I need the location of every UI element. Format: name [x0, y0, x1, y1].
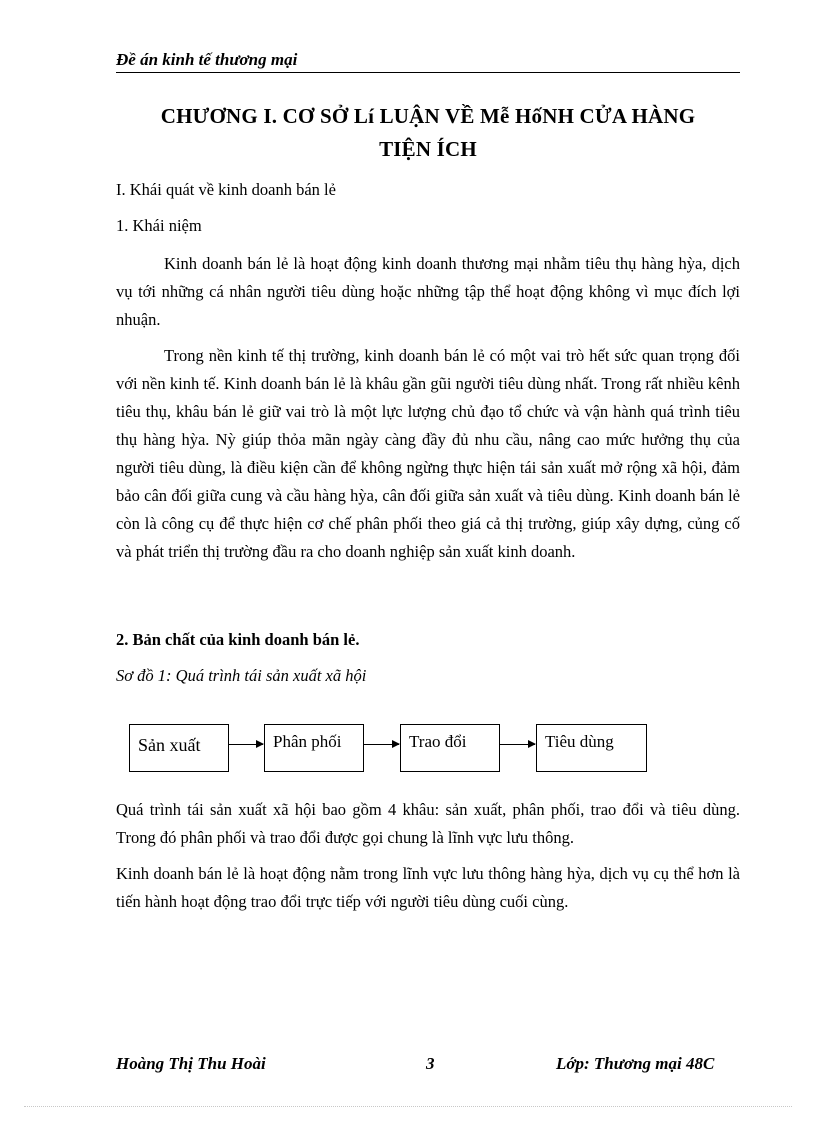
diagram-box-exchange: Trao đổi — [400, 724, 500, 772]
diagram-arrow — [364, 744, 399, 745]
subsection-heading: 1. Khái niệm — [116, 216, 202, 235]
diagram-arrow — [500, 744, 535, 745]
footer-class: Lớp: Thương mại 48C — [556, 1054, 715, 1073]
chapter-title-line-2: TIỆN ÍCH — [379, 137, 477, 161]
page-bottom-border — [24, 1106, 792, 1107]
paragraph-retail-nature: Kinh doanh bán lẻ là hoạt động nằm trong lĩnh vực lưu thông hàng hỳa, dịch vụ cụ thể hơn là tiến hành hoạt động trao đổi trực tiếp với người tiêu dùng cuối cùng. — [116, 864, 740, 911]
chapter-title-line-1: CHƯƠNG I. CƠ SỞ Lí LUẬN VỀ Mễ HốNH CỬA HÀNG — [160, 104, 696, 128]
page-header: Đề án kinh tế thương mại — [116, 48, 740, 73]
section-heading: I. Khái quát về kinh doanh bán lẻ — [116, 180, 336, 199]
chapter-title — [116, 100, 740, 166]
paragraph-role: Trong nền kinh tế thị trường, kinh doanh bán lẻ có một vai trò hết sức quan trọng đối với nền kinh tế. Kinh doanh bán lẻ là khâu gần gũi người tiêu dùng nhất. Trong rất nhiều kênh tiêu thụ, khâu bán lẻ giữ vai trò là một lực lượng chủ đạo tổ chức và vận hành quá trình tiêu thụ hàng hỳa. Nỳ giúp thỏa mãn ngày càng đầy đủ nhu cầu, nâng cao mức hưởng thụ của người tiêu dùng, là điều kiện cần để không ngừng thực hiện tái sản xuất mở rộng xã hội, đảm bảo cân đối giữa cung và cầu hàng hỳa, cân đối giữa sản xuất và tiêu dùng. Kinh doanh bán lẻ còn là công cụ để thực hiện cơ chế phân phối theo giá cả thị trường, giúp xây dựng, củng cố và phát triển thị trường đầu ra cho doanh nghiệp sản xuất kinh doanh. — [116, 346, 740, 561]
diagram-box-consumption: Tiêu dùng — [536, 724, 647, 772]
diagram-arrow — [229, 744, 263, 745]
footer-author: Hoàng Thị Thu Hoài — [116, 1054, 266, 1073]
page-number: 3 — [426, 1054, 435, 1073]
paragraph-definition: Kinh doanh bán lẻ là hoạt động kinh doanh thương mại nhằm tiêu thụ hàng hỳa, dịch vụ tới những cá nhân người tiêu dùng hoặc những tập thể hoạt động không vì mục đích lợi nhuận. — [116, 254, 740, 329]
diagram-box-distribution: Phân phối — [264, 724, 364, 772]
subsection-heading-nature: 2. Bản chất của kinh doanh bán lẻ. — [116, 630, 360, 649]
diagram-caption: Sơ đồ 1: Quá trình tái sản xuất xã hội — [116, 666, 367, 685]
diagram-box-production: Sản xuất — [129, 724, 229, 772]
paragraph-process: Quá trình tái sản xuất xã hội bao gồm 4 khâu: sản xuất, phân phối, trao đổi và tiêu dùng. Trong đó phân phối và trao đổi được gọi chung là lĩnh vực lưu thông. — [116, 800, 740, 847]
